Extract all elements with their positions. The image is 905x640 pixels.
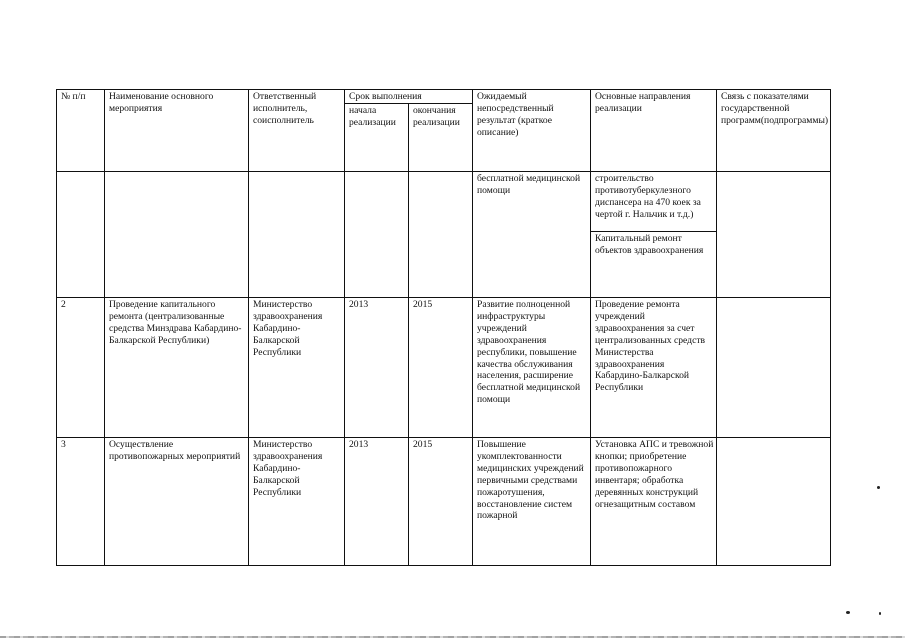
cell-empty	[249, 172, 345, 298]
cell-empty	[409, 172, 473, 298]
table-row-continuation-a	[57, 172, 831, 232]
cell-empty	[57, 172, 105, 298]
header-end: окончания реализации	[409, 104, 473, 172]
header-start: начала реализации	[345, 104, 409, 172]
table-row	[57, 438, 831, 566]
cell-num: 2	[57, 298, 105, 438]
header-expected: Ожидаемый непосредственный результат (краткое описание)	[473, 90, 591, 172]
scan-speck	[846, 611, 850, 614]
header-directions: Основные направления реализации	[591, 90, 717, 172]
cell-directions-a: строительство противотуберкулезного диспансера на 470 коек за чертой г. Нальчик и т.д.)	[591, 172, 717, 232]
cell-responsible: Министерство здравоохранения Кабардино-Балкарской Республики	[249, 438, 345, 566]
cell-end: 2015	[409, 298, 473, 438]
cell-directions-b: Капитальный ремонт объектов здравоохранения	[591, 232, 717, 298]
cell-directions: Установка АПС и тревожной кнопки; приобретение противопожарного инвентаря; обработка деревянных конструкций огнезащитным составом	[591, 438, 717, 566]
header-num: № п/п	[57, 90, 105, 172]
scan-speck	[877, 486, 880, 489]
scan-speck	[879, 612, 881, 615]
cell-num: 3	[57, 438, 105, 566]
header-name: Наименование основного мероприятия	[105, 90, 249, 172]
cell-expected: бесплатной медицинской помощи	[473, 172, 591, 298]
header-link: Связь с показателями государственной программ(подпрограммы)	[717, 90, 831, 172]
cell-expected: Развитие полноценной инфраструктуры учреждений здравоохранения республики, повышение качества обслуживания населения, расширение бесплатной медицинской помощи	[473, 298, 591, 438]
cell-name: Проведение капитального ремонта (централизованные средства Минздрава Кабардино-Балкарской Республики)	[105, 298, 249, 438]
cell-responsible: Министерство здравоохранения Кабардино-Балкарской Республики	[249, 298, 345, 438]
cell-name: Осуществление противопожарных мероприятий	[105, 438, 249, 566]
cell-empty	[345, 172, 409, 298]
activities-table	[56, 89, 831, 566]
cell-link	[717, 298, 831, 438]
cell-directions: Проведение ремонта учреждений здравоохранения за счет централизованных средств Министерства здравоохранения Кабардино-Балкарской Республики	[591, 298, 717, 438]
cell-empty	[105, 172, 249, 298]
cell-start: 2013	[345, 298, 409, 438]
table-header-row	[57, 90, 831, 104]
cell-link	[717, 438, 831, 566]
cell-start: 2013	[345, 438, 409, 566]
header-period: Срок выполнения	[345, 90, 473, 104]
cell-end: 2015	[409, 438, 473, 566]
scan-edge	[0, 636, 905, 638]
cell-expected: Повышение укомплектованности медицинских учреждений первичными средствами пожаротушения, восстановление систем пожарной	[473, 438, 591, 566]
table-row	[57, 298, 831, 438]
header-responsible: Ответственный исполнитель, соисполнитель	[249, 90, 345, 172]
cell-empty	[717, 172, 831, 298]
